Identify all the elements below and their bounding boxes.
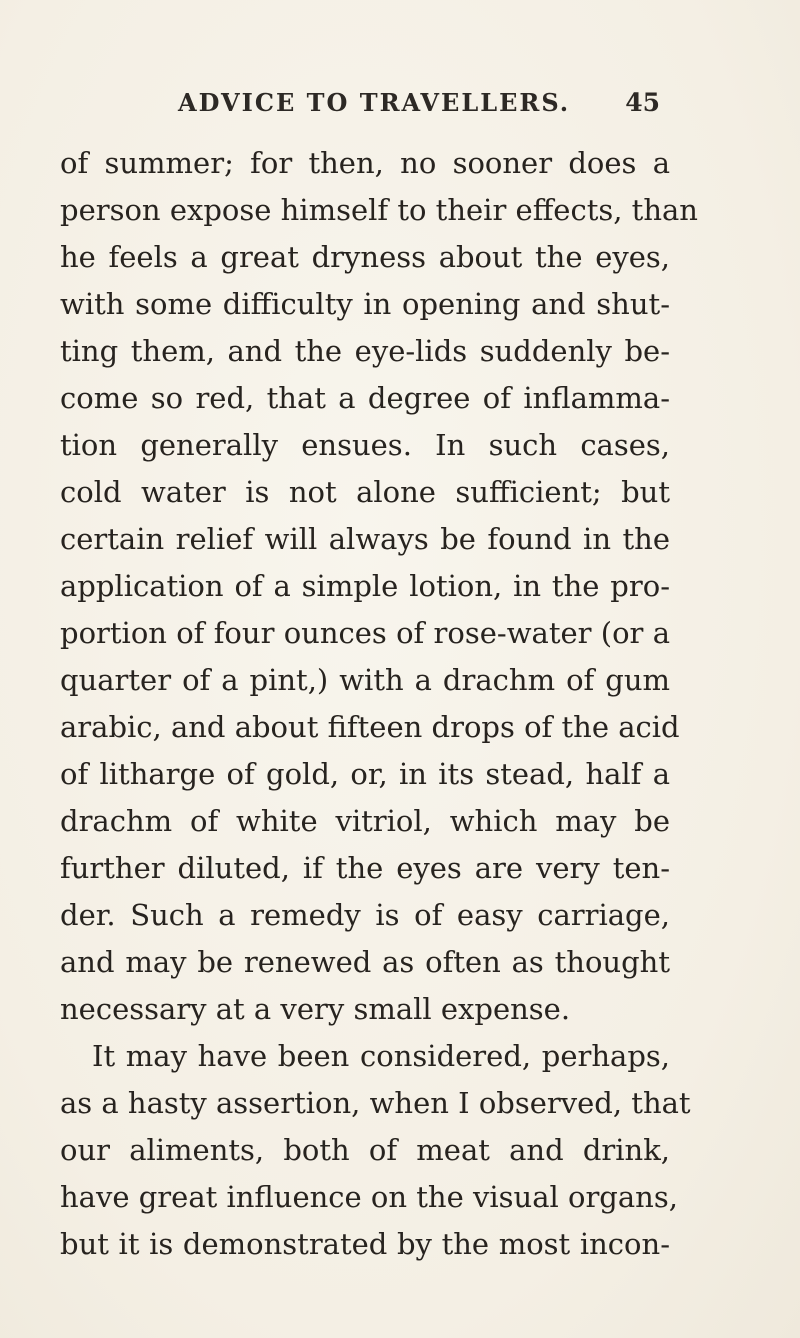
text-line: of summer; for then, no sooner does a: [60, 146, 670, 180]
text-line: drachm of white vitriol, which may be: [60, 804, 670, 838]
text-line: der. Such a remedy is of easy carriage,: [60, 898, 670, 932]
text-line: but it is demonstrated by the most incon-: [60, 1227, 670, 1261]
text-line: portion of four ounces of rose-water (or a: [60, 616, 670, 650]
page-header: [60, 88, 660, 128]
body-text: [60, 140, 698, 1268]
text-line: It may have been considered, perhaps,: [92, 1039, 670, 1073]
text-line: have great influence on the visual organs,: [60, 1180, 678, 1214]
running-title: ADVICE TO TRAVELLERS.: [178, 88, 571, 117]
text-line: of litharge of gold, or, in its stead, half a: [60, 757, 670, 791]
text-line: quarter of a pint,) with a drachm of gum: [60, 663, 670, 697]
text-line: he feels a great dryness about the eyes,: [60, 240, 670, 274]
text-line: cold water is not alone sufficient; but: [60, 475, 670, 509]
text-line: as a hasty assertion, when I observed, that: [60, 1086, 691, 1120]
text-line: tion generally ensues. In such cases,: [60, 428, 670, 462]
text-line: certain relief will always be found in the: [60, 522, 670, 556]
text-line: arabic, and about fifteen drops of the acid: [60, 710, 680, 744]
page-number: 45: [625, 88, 660, 117]
text-line: our aliments, both of meat and drink,: [60, 1133, 670, 1167]
text-line: with some difficulty in opening and shut-: [60, 287, 670, 321]
text-line: come so red, that a degree of inflamma-: [60, 381, 670, 415]
text-line: person expose himself to their effects, than: [60, 193, 698, 227]
text-line: necessary at a very small expense.: [60, 992, 571, 1026]
text-line: further diluted, if the eyes are very ten-: [60, 851, 670, 885]
text-line: application of a simple lotion, in the pro-: [60, 569, 670, 603]
text-line: ting them, and the eye-lids suddenly be-: [60, 334, 670, 368]
text-line: and may be renewed as often as thought: [60, 945, 670, 979]
